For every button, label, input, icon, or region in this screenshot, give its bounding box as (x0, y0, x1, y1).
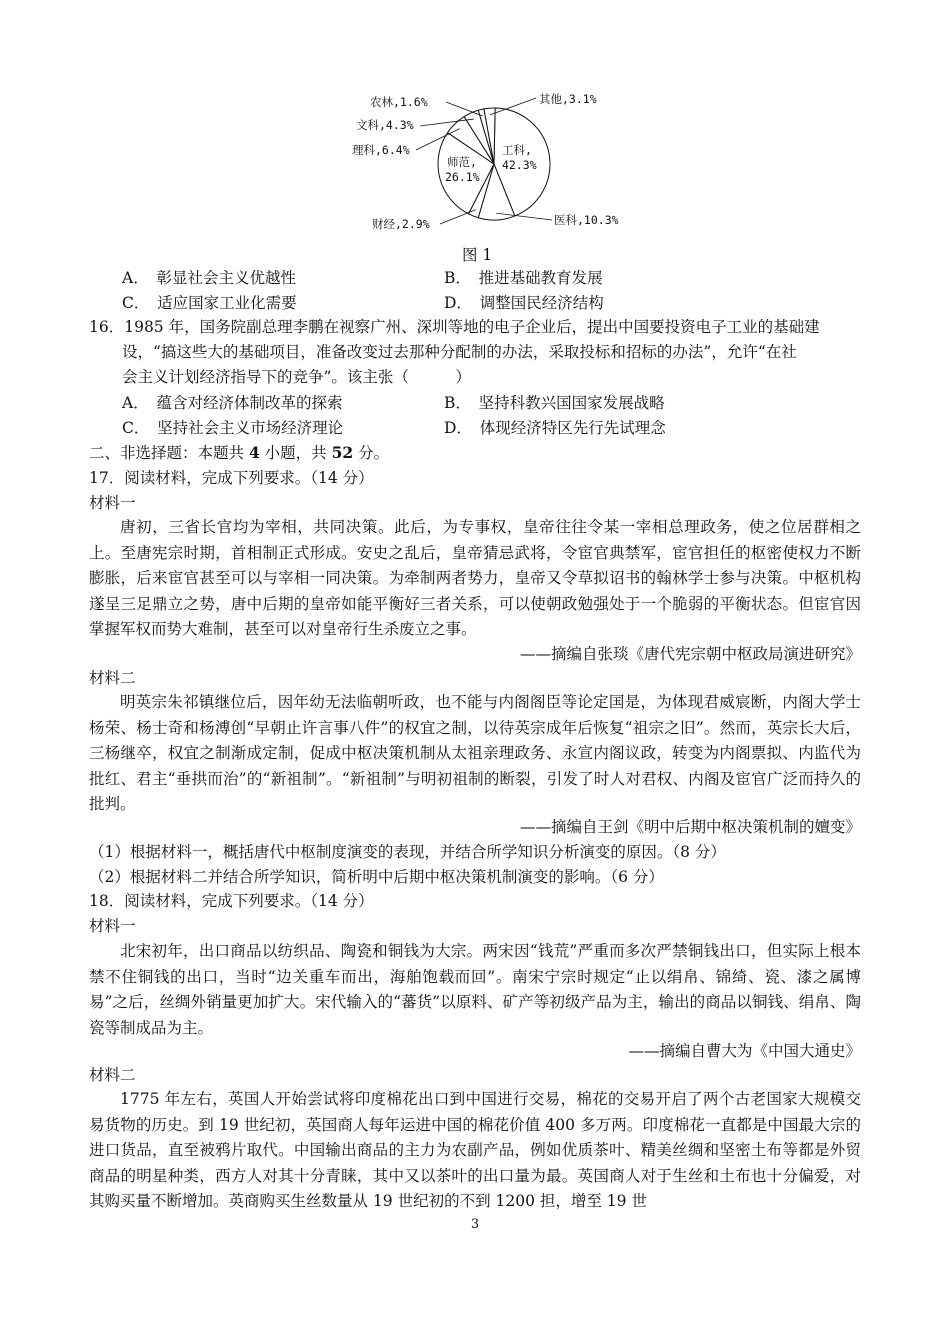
q15-option-b: B． 推进基础教育发展 (444, 269, 603, 287)
pie-chart (340, 84, 640, 244)
pie-leader-2 (440, 210, 476, 224)
pie-label-caijing: 财经,2.9% (372, 217, 430, 231)
q16-stem-line2: 设，“搞这些大的基础项目，准备改变过去那种分配制的办法，采取投标和招标的办法”，允许“在社 (122, 343, 797, 361)
section-2-header: 二、非选择题：本题共 4 小题，共 52 分。 (89, 443, 390, 462)
q16-option-b: B． 坚持科教兴国国家发展战略 (444, 394, 665, 412)
q15-option-d: D． 调整国民经济结构 (444, 294, 604, 312)
pie-label-wenke: 文科,4.3% (356, 118, 414, 132)
q17-requirement-2: （2）根据材料二并结合所学知识，简析明中后期中枢决策机制演变的影响。（6 分） (89, 868, 664, 886)
pie-label-qita: 其他,3.1% (539, 92, 597, 106)
q17-material1-source: ——摘编自张琰《唐代宪宗朝中枢政局演进研究》 (519, 645, 861, 663)
q17-title: 17．阅读材料，完成下列要求。（14 分） (89, 469, 374, 487)
q16-option-a: A． 蕴含对经济体制改革的探索 (122, 394, 343, 412)
pie-pct-gongke: 42.3% (502, 158, 537, 172)
q15-option-c: C． 适应国家工业化需要 (122, 294, 297, 312)
q18-material1-text: 北宋初年，出口商品以纺织品、陶瓷和铜钱为大宗。两宋因“钱荒”严重而多次严禁铜钱出口，但实际上根本禁不住铜钱的出口，当时“边关重车而出，海舶饱载而回”。南宋宁宗时规定“止以绢帛、锦绮、瓷、漆之属博易”之后，丝绸外销量更加扩大。宋代输入的“蕃货”以原料、矿产等初级产品为主，输出的商品以铜钱、绢帛、陶瓷等制成品为主。 (89, 942, 861, 1037)
q16-stem-line3: 会主义计划经济指导下的竞争”。该主张（ ） (122, 368, 471, 386)
q18-material2-text: 1775 年左右，英国人开始尝试将印度棉花出口到中国进行交易，棉花的交易开启了两个古老国家大规模交易货物的历史。到 19 世纪初，英国商人每年运进中国的棉花价值 400 多万两。印度棉花一直都是中国最大宗的进口货品，直至被鸦片取代。中国输出商品的主力为农副产品，例如优质茶叶、精美丝绸和坚密土布等都是外贸商品的明星种类，西方人对其十分青睐，其中又以茶叶的出口量为最。英国商人对于生丝和土布也十分偏爱，对其购买量不断增加。英商购买生丝数量从 19 世纪初的不到 1200 担，增至 19 世 (89, 1090, 861, 1210)
q18-title: 18．阅读材料，完成下列要求。（14 分） (89, 892, 374, 910)
q16-option-c: C． 坚持社会主义市场经济理论 (122, 419, 344, 437)
pie-leader-6 (446, 102, 483, 116)
page-number: 3 (470, 1217, 480, 1232)
pie-label-like: 理科,6.4% (352, 143, 410, 157)
pie-label-gongke: 工科, (502, 143, 532, 157)
q17-material2-source: ——摘编自王剑《明中后期中枢决策机制的嬗变》 (519, 818, 861, 836)
pie-label-nonglin: 农林,1.6% (370, 95, 428, 109)
q15-option-a: A． 彰显社会主义优越性 (122, 269, 296, 287)
pie-label-shifan: 师范, (447, 155, 477, 169)
q18-material1-source: ——摘编自曹大为《中国大通史》 (628, 1042, 861, 1060)
q16-option-d: D． 体现经济特区先行先试理念 (444, 419, 666, 437)
figure-caption: 图 1 (462, 246, 493, 264)
q17-requirement-1: （1）根据材料一，概括唐代中枢制度演变的表现，并结合所学知识分析演变的原因。（8 分） (89, 843, 726, 861)
q18-material2-label: 材料二 (89, 1066, 136, 1084)
q16-stem-line1: 16．1985 年，国务院副总理李鹏在视察广州、深圳等地的电子企业后，提出中国要投资电子工业的基础建 (89, 318, 820, 336)
q17-material1-text: 唐初，三省长官均为宰相，共同决策。此后，为专事权，皇帝往往令某一宰相总理政务，使之位居群相之上。至唐宪宗时期，首相制正式形成。安史之乱后，皇帝猜忌武将，令宦官典禁军，宦官担任的枢密使权力不断膨胀，后来宦官甚至可以与宰相一同决策。为牵制两者势力，皇帝又令草拟诏书的翰林学士参与决策。中枢机构遂呈三足鼎立之势，唐中后期的皇帝如能平衡好三者关系，可以使朝政勉强处于一个脆弱的平衡状态。但宦官因掌握军权而势大难制，甚至可以对皇帝行生杀废立之事。 (89, 518, 861, 638)
pie-label-yike: 医科,10.3% (554, 213, 619, 227)
q17-material2-text: 明英宗朱祁镇继位后，因年幼无法临朝听政，也不能与内阁阁臣等论定国是，为体现君威宸断，内阁大学士杨荣、杨士奇和杨溥创“早朝止许言事八件”的权宜之制，以待英宗成年后恢复“祖宗之旧”。然而，英宗长大后，三杨继卒，权宜之制渐成定制，促成中枢决策机制从太祖亲理政务、永宣内阁议政，转变为内阁票拟、内监代为批红、君主“垂拱而治”的“新祖制”。“新祖制”与明初祖制的断裂，引发了时人对君权、内阁及宦官广泛而持久的批判。 (89, 693, 861, 813)
q17-material1-label: 材料一 (89, 494, 136, 512)
q18-material1-label: 材料一 (89, 917, 136, 935)
q17-material2-label: 材料二 (89, 669, 136, 687)
pie-pct-shifan: 26.1% (445, 170, 480, 184)
